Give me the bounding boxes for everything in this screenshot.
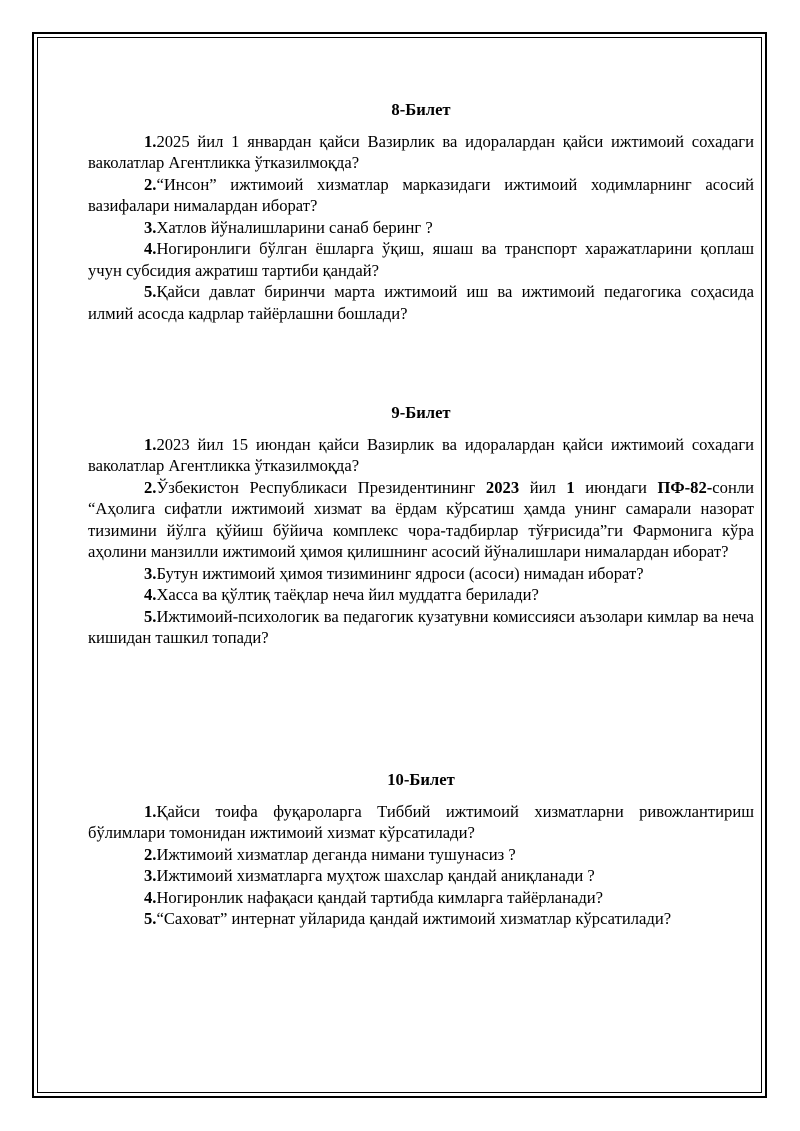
question-number: 4. — [144, 887, 157, 907]
question-number: 3. — [144, 563, 157, 583]
question-5 — [88, 908, 754, 930]
question-number: 5. — [144, 282, 157, 301]
question-text: “Инсон” ижтимоий хизматлар марказидаги ижтимоий ходимларнинг асосий вазифалари нималардан иборат? — [88, 174, 754, 215]
question-1 — [88, 434, 754, 477]
question-text: Ижтимоий хизматларга муҳтож шахслар қандай аниқланади ? — [156, 866, 595, 885]
question-number: 5. — [144, 606, 157, 626]
question-text: Хатлов йўналишларини санаб беринг ? — [156, 217, 433, 237]
question-3 — [88, 865, 754, 887]
question-text: Ногиронлик нафақаси қандай тартибда кимларга тайёрланади? — [156, 887, 604, 907]
question-number: 4. — [144, 585, 157, 604]
ticket-title: 8-Билет — [391, 100, 451, 119]
question-number: 3. — [144, 217, 157, 237]
ticket-title: 9-Билет — [391, 403, 451, 422]
question-text: 2023 йил 15 июндан қайси Вазирлик ва идоралардан қайси ижтимоий сохадаги ваколатлар Агентликка ўтказилмоқда? — [88, 434, 754, 475]
question-text-bold: ПФ-82- — [657, 477, 713, 497]
question-number: 2. — [144, 174, 157, 194]
question-number: 3. — [144, 866, 157, 885]
ticket-8 — [88, 99, 754, 324]
question-text: Хасса ва қўлтиқ таёқлар неча йил муддатга берилади? — [156, 585, 539, 604]
question-text: Қайси давлат биринчи марта ижтимоий иш ва ижтимоий педагогика соҳасида илмий асосда кадрлар тайёрлашни бошлади? — [88, 282, 754, 323]
question-number: 5. — [144, 909, 157, 928]
ticket-10 — [88, 769, 754, 930]
question-5 — [88, 606, 754, 649]
question-text: Ижтимоий хизматлар деганда нимани тушунасиз ? — [156, 844, 516, 864]
question-text: Бутун ижтимоий ҳимоя тизимининг ядроси (асоси) нимадан иборат? — [156, 563, 644, 583]
question-4 — [88, 584, 754, 606]
question-number: 2. — [144, 477, 157, 497]
question-text-bold: 2023 — [485, 477, 520, 497]
question-number: 1. — [144, 434, 157, 454]
question-2 — [88, 477, 754, 563]
question-number: 4. — [144, 239, 157, 258]
question-3 — [88, 563, 754, 585]
question-text-part: сонли “Аҳолига сифатли ижтимоий хизмат ва ёрдам кўрсатиш ҳамда унинг самарали назорат тизимини йўлга қўйиш бўйича комплекс чора-тадбирлар тўғрисида”ги Фармонига кўра аҳолини манзилли ижтимоий ҳимоя қилишнинг асосий йўналишлари нималардан иборат? — [88, 477, 755, 561]
question-text: Қайси тоифа фуқароларга Тиббий ижтимоий хизматларни ривожлантириш бўлимлари томонидан ижтимоий хизмат кўрсатилади? — [88, 801, 754, 842]
question-1 — [88, 801, 754, 844]
question-4 — [88, 238, 754, 281]
question-2 — [88, 844, 754, 866]
question-2 — [88, 174, 754, 217]
question-text: 2025 йил 1 январдан қайси Вазирлик ва идоралардан қайси ижтимоий сохадаги ваколатлар Агентликка ўтказилмоқда? — [88, 131, 754, 172]
question-text: Ногиронлиги бўлган ёшларга ўқиш, яшаш ва транспорт харажатларини қоплаш учун субсидия ажратиш тартиби қандай? — [88, 239, 754, 280]
question-text-part: Ўзбекистон Республикаси Президентининг — [156, 477, 486, 497]
question-text-part: июндаги — [574, 477, 658, 497]
ticket-9 — [88, 402, 754, 649]
question-number: 1. — [144, 131, 157, 151]
question-4 — [88, 887, 754, 909]
question-text: “Саховат” интернат уйларида қандай ижтимоий хизматлар кўрсатилади? — [156, 909, 672, 928]
question-1 — [88, 131, 754, 174]
question-5 — [88, 281, 754, 324]
ticket-title: 10-Билет — [387, 770, 455, 789]
question-text-bold: 1 — [566, 477, 575, 497]
question-3 — [88, 217, 754, 239]
question-number: 1. — [144, 801, 157, 821]
question-number: 2. — [144, 844, 157, 864]
question-text: Ижтимоий-психологик ва педагогик кузатувни комиссияси аъзолари кимлар ва неча кишидан ташкил топади? — [88, 606, 754, 647]
question-text-part: йил — [519, 477, 567, 497]
